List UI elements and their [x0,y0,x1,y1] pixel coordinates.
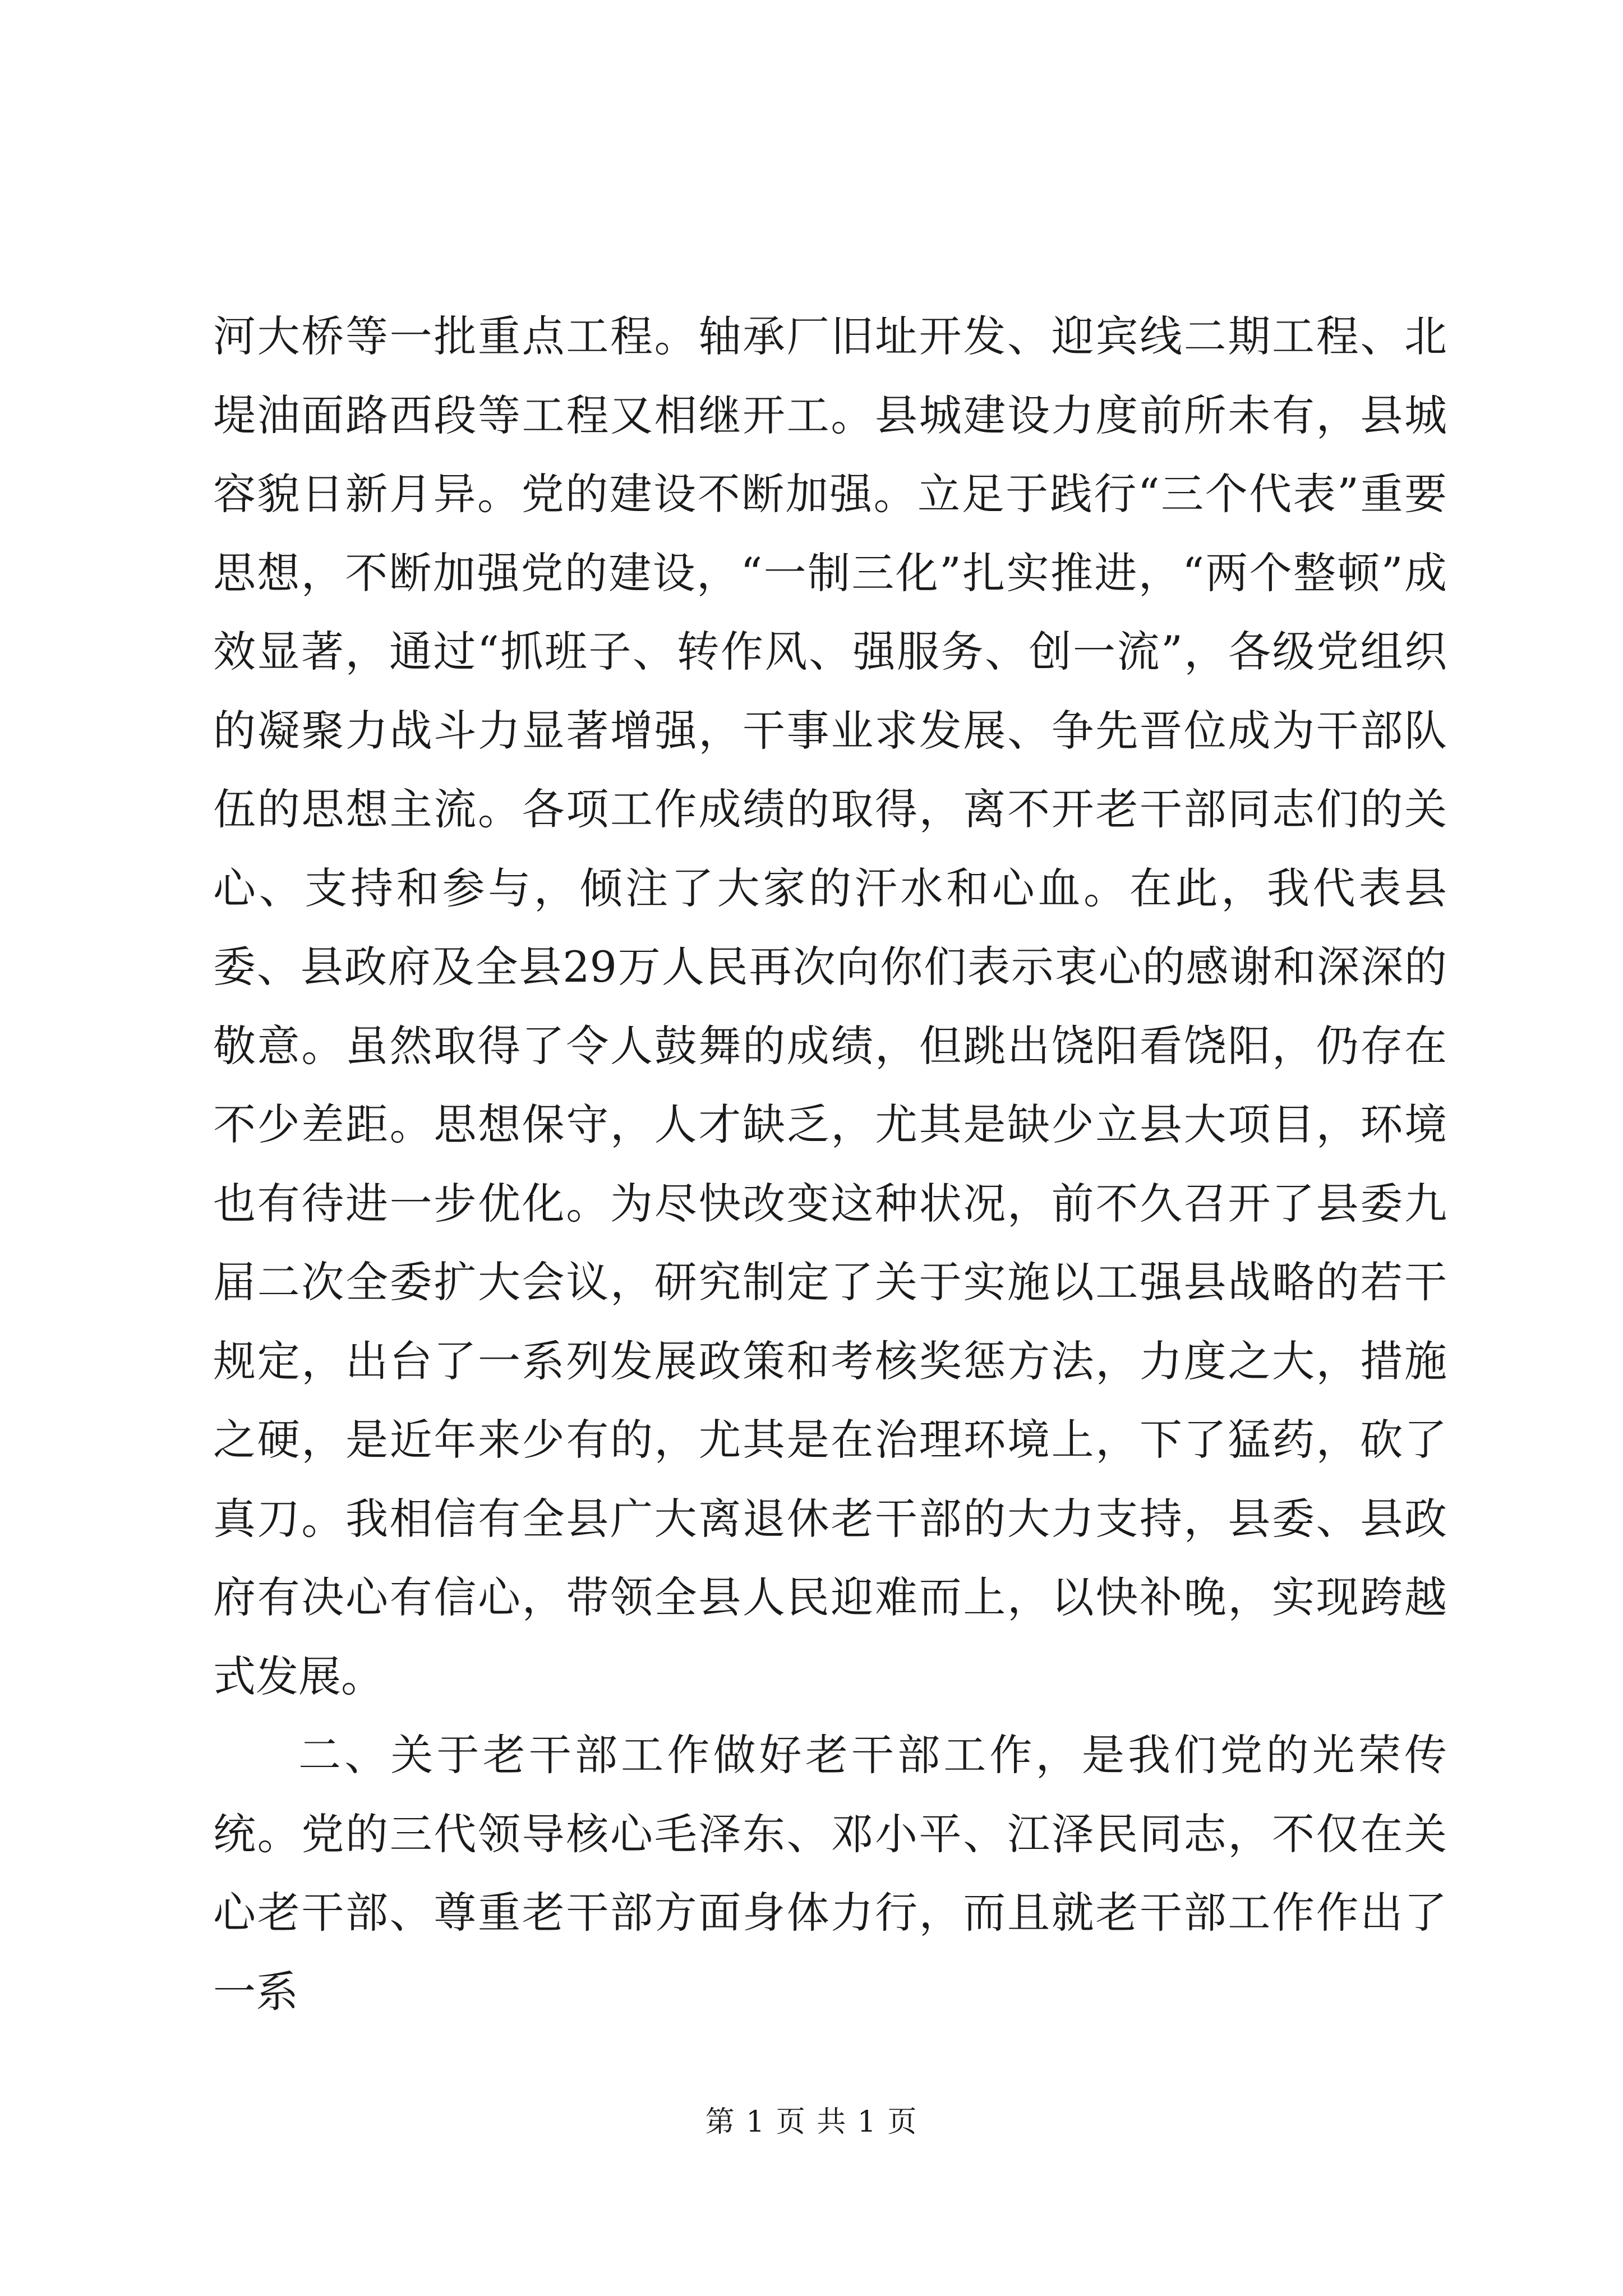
paragraph-1: 河大桥等一批重点工程。轴承厂旧址开发、迎宾线二期工程、北堤油面路西段等工程又相继开工。县城建设力度前所未有，县城容貌日新月异。党的建设不断加强。立足于践行“三个代表”重要思想，不断加强党的建设，“一制三化”扎实推进，“两个整顿”成效显著，通过“抓班子、转作风、强服务、创一流”，各级党组织的凝聚力战斗力显著增强，干事业求发展、争先晋位成为干部队伍的思想主流。各项工作成绩的取得，离不开老干部同志们的关心、支持和参与，倾注了大家的汗水和心血。在此，我代表县委、县政府及全县29万人民再次向你们表示衷心的感谢和深深的敬意。虽然取得了令人鼓舞的成绩，但跳出饶阳看饶阳，仍存在不少差距。思想保守，人才缺乏，尤其是缺少立县大项目，环境也有待进一步优化。为尽快改变这种状况，前不久召开了县委九届二次全委扩大会议，研究制定了关于实施以工强县战略的若干规定，出台了一系列发展政策和考核奖惩方法，力度之大，措施之硬，是近年来少有的，尤其是在治理环境上，下了猛药，砍了真刀。我相信有全县广大离退休老干部的大力支持，县委、县政府有决心有信心，带领全县人民迎难而上，以快补晚，实现跨越式发展。 [213,311,1447,1701]
document-body [213,297,1447,2031]
paragraph-2: 二、关于老干部工作做好老干部工作，是我们党的光荣传统。党的三代领导核心毛泽东、邓小平、江泽民同志，不仅在关心老干部、尊重老干部方面身体力行，而且就老干部工作作出了一系 [213,1730,1447,2017]
page-number-footer: 第 1 页 共 1 页 [705,2105,918,2139]
